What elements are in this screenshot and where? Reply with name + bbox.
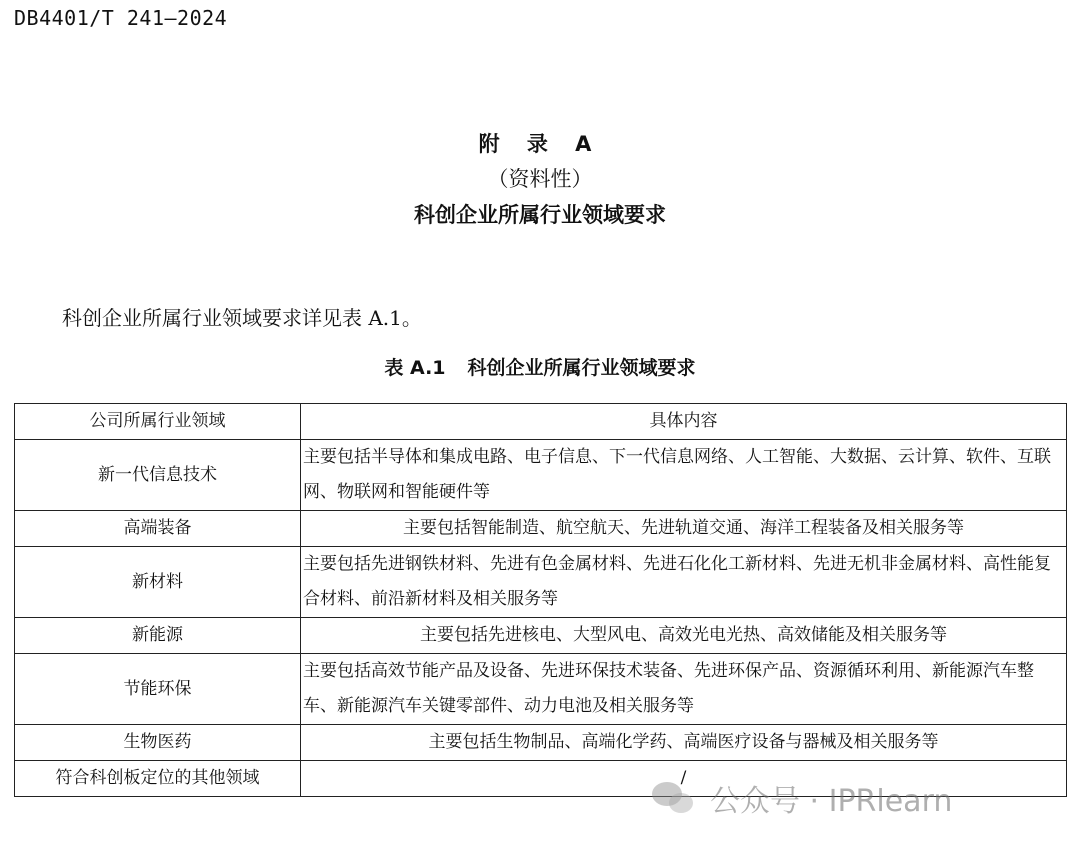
table-row <box>15 654 1067 725</box>
appendix-name: 科创企业所属行业领域要求 <box>414 203 666 227</box>
domain-cell: 新一代信息技术 <box>15 440 301 511</box>
header-domain: 公司所属行业领域 <box>15 404 301 440</box>
domain-cell: 高端装备 <box>15 511 301 547</box>
watermark <box>652 776 952 820</box>
table-header-row <box>15 404 1067 440</box>
content-cell: 主要包括生物制品、高端化学药、高端医疗设备与器械及相关服务等 <box>301 725 1067 761</box>
content-cell: 主要包括先进钢铁材料、先进有色金属材料、先进石化化工新材料、先进无机非金属材料、高性能复合材料、前沿新材料及相关服务等 <box>301 547 1067 618</box>
table-caption <box>0 353 1080 380</box>
domain-cell: 新材料 <box>15 547 301 618</box>
table-caption-number: 表 A.1 <box>384 357 446 379</box>
content-cell: 主要包括先进核电、大型风电、高效光电光热、高效储能及相关服务等 <box>301 618 1067 654</box>
document-number: DB4401/T 241—2024 <box>14 6 228 30</box>
table-caption-title: 科创企业所属行业领域要求 <box>467 357 696 379</box>
domain-cell: 符合科创板定位的其他领域 <box>15 761 301 797</box>
wechat-icon <box>652 780 696 816</box>
content-cell: 主要包括高效节能产品及设备、先进环保技术装备、先进环保产品、资源循环利用、新能源汽车整车、新能源汽车关键零部件、动力电池及相关服务等 <box>301 654 1067 725</box>
domain-cell: 节能环保 <box>15 654 301 725</box>
appendix-type: （资料性） <box>487 167 593 191</box>
header-content: 具体内容 <box>301 404 1067 440</box>
content-cell: 主要包括半导体和集成电路、电子信息、下一代信息网络、人工智能、大数据、云计算、软件、互联网、物联网和智能硬件等 <box>301 440 1067 511</box>
content-cell: 主要包括智能制造、航空航天、先进轨道交通、海洋工程装备及相关服务等 <box>301 511 1067 547</box>
table-row <box>15 618 1067 654</box>
industry-table <box>14 403 1067 797</box>
intro-paragraph: 科创企业所属行业领域要求详见表 A.1。 <box>62 306 422 330</box>
appendix-title: 附 录 A <box>478 132 602 156</box>
watermark-text: 公众号 · IPRlearn <box>710 784 953 819</box>
table-row <box>15 440 1067 511</box>
domain-cell: 生物医药 <box>15 725 301 761</box>
content-cell: / <box>301 761 1067 797</box>
table-row <box>15 547 1067 618</box>
table-row <box>15 725 1067 761</box>
domain-cell: 新能源 <box>15 618 301 654</box>
table-row <box>15 511 1067 547</box>
